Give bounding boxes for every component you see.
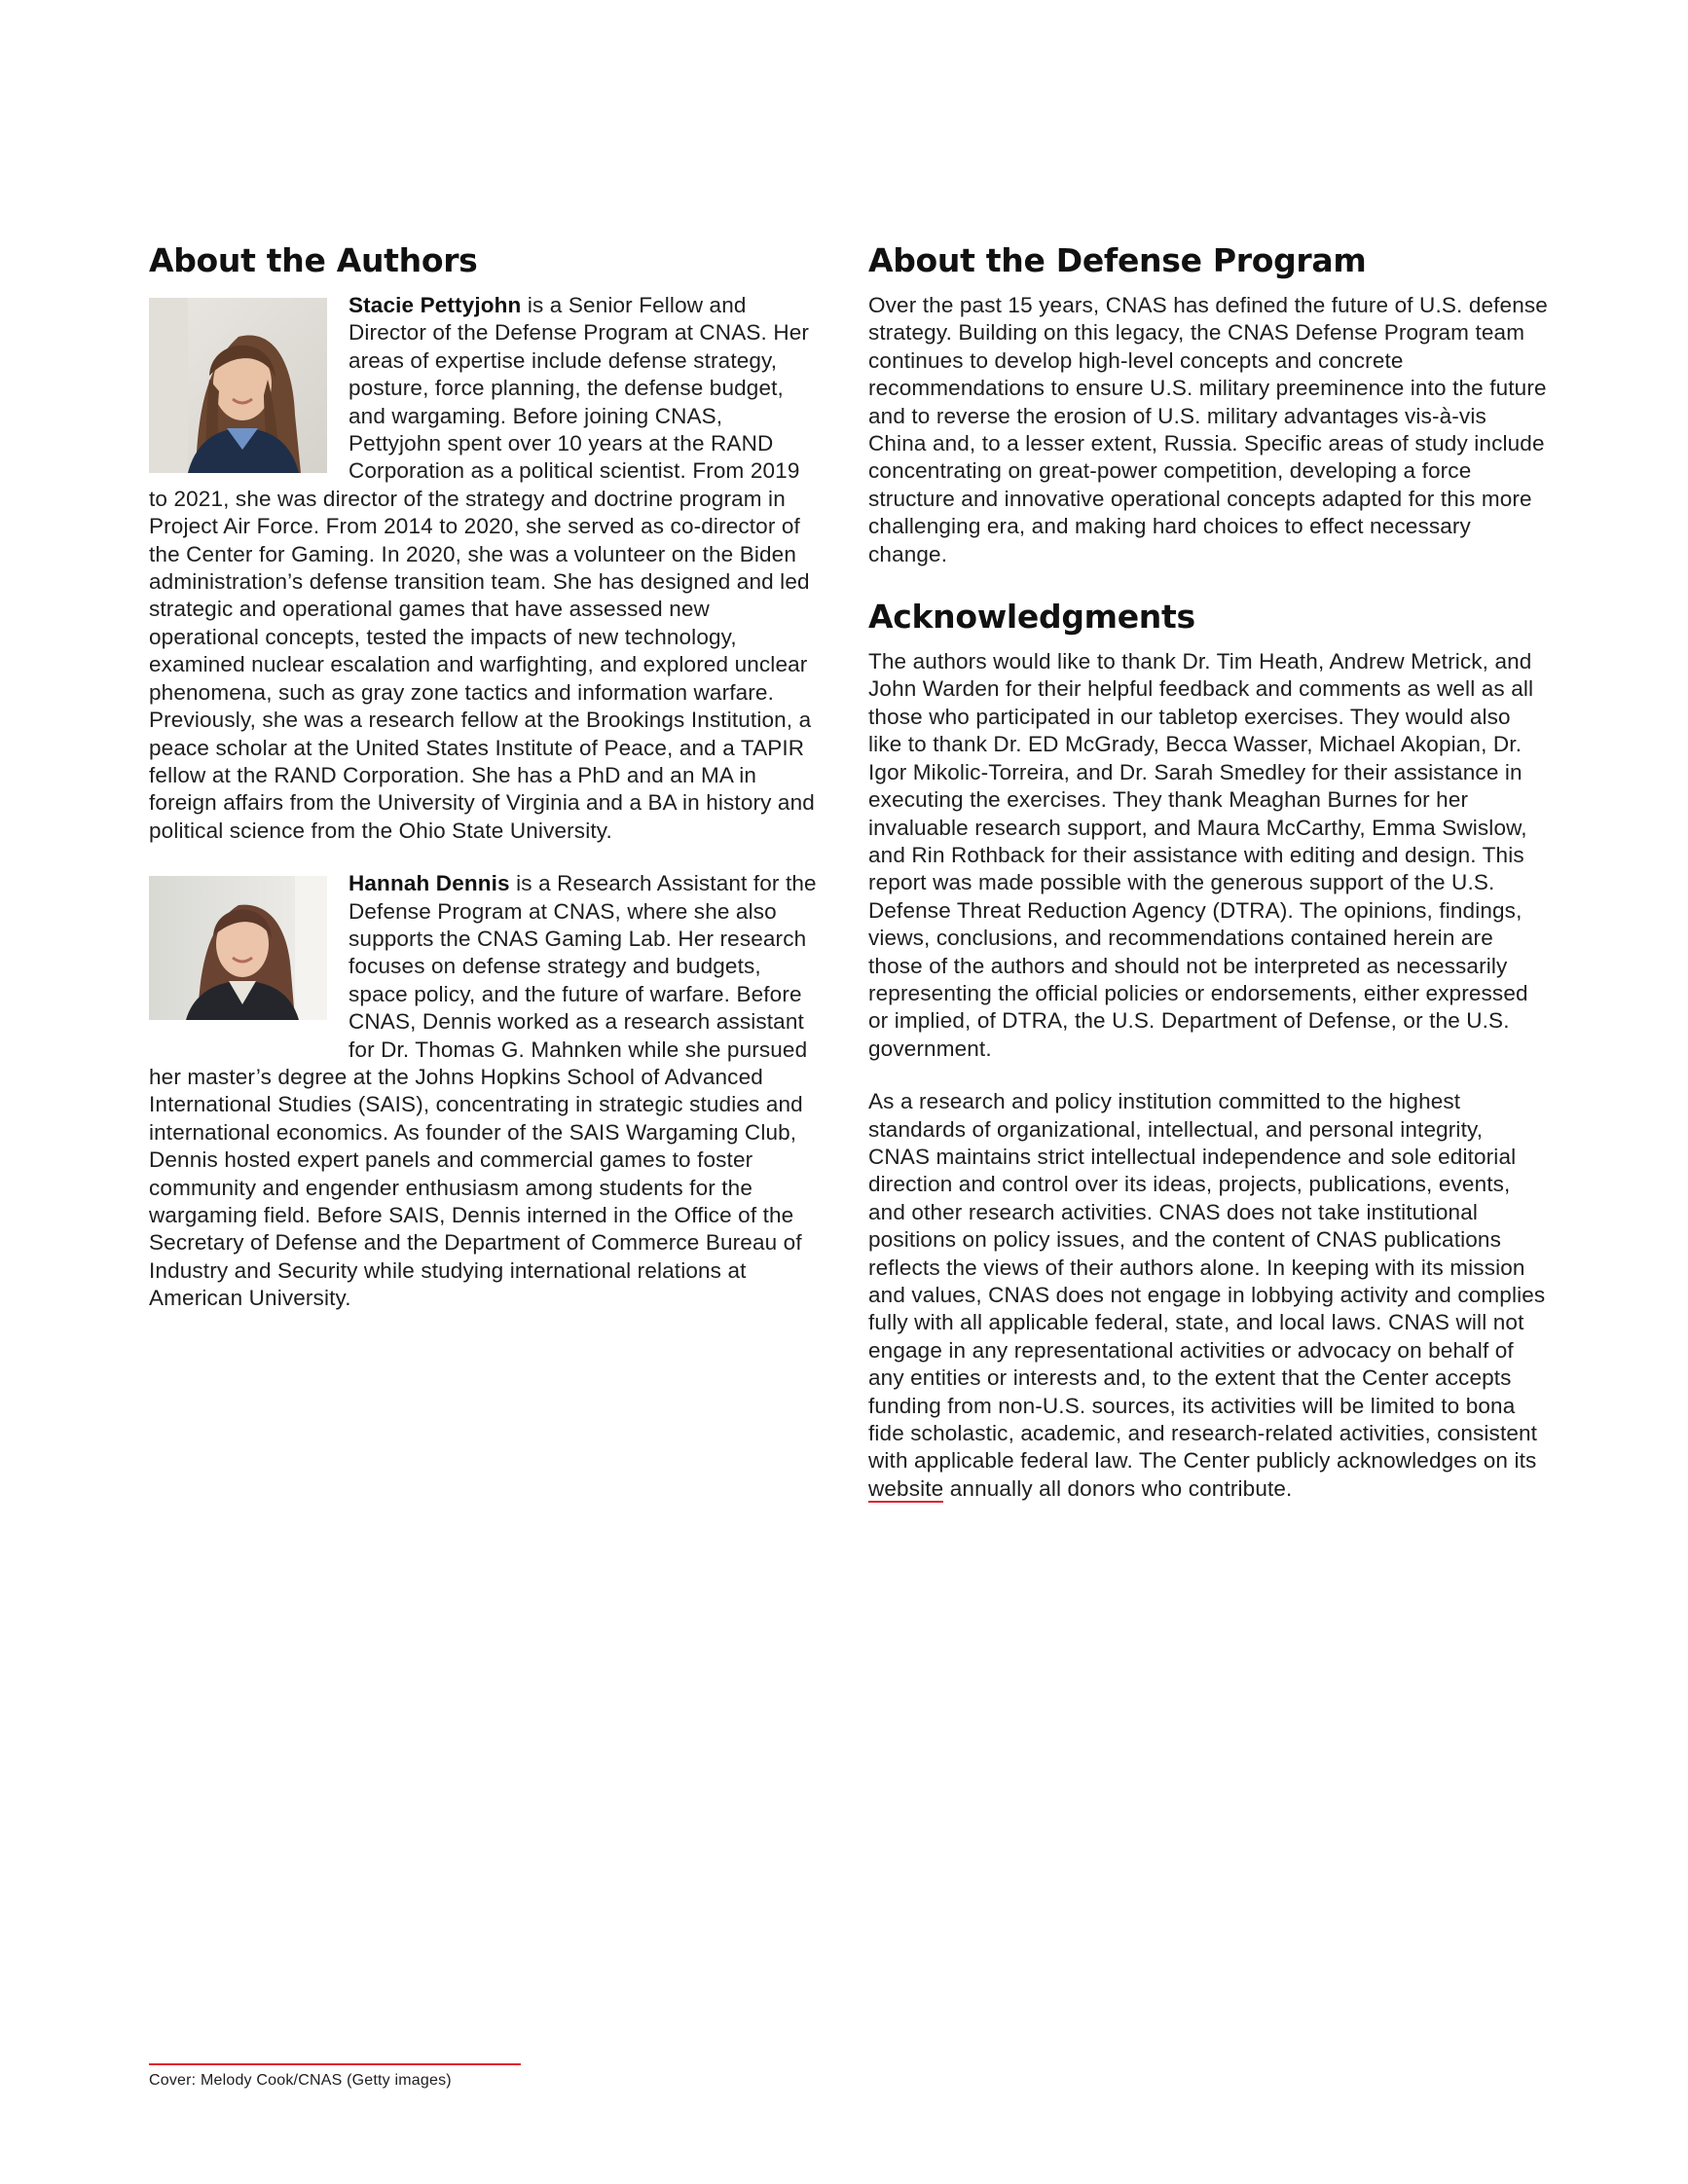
author-bio-text: Hannah Dennis is a Research Assistant for the Defense Program at CNAS, where she also supports the CNAS Gaming Lab. Her research focuses on defense strategy and budgets, space policy, and the future of warfare. Before CNAS, Dennis worked as a research assistant for Dr. Thomas G. Mahnken while she pursued her master’s degree at the Johns Hopkins School of Advanced International Studies (SAIS), concentrating in strategic studies and international economics. As founder of the SAIS Wargaming Club, Dennis hosted expert panels and commercial games to foster community and engender enthusiasm among students for the wargaming field. Before SAIS, Dennis interned in the Office of the Secretary of Defense and the Department of Commerce Bureau of Industry and Security while studying international relations at American University. — [149, 871, 817, 1311]
right-column — [868, 239, 1550, 1503]
author-name: Hannah Dennis — [349, 871, 510, 896]
acknowledgments-heading: Acknowledgments — [868, 598, 1195, 637]
author-bio-dennis — [149, 870, 819, 1313]
author-photo-pettyjohn — [149, 298, 327, 473]
author-photo-dennis — [149, 876, 327, 1051]
independence-statement: As a research and policy institution committed to the highest standards of organizational, intellectual, and personal integrity, CNAS maintains strict intellectual independence and sole editorial direction and control over its ideas, projects, publications, events, and other research activities. CNAS does not take institutional positions on policy issues, and the content of CNAS publications reflects the views of their authors alone. In keeping with its mission and values, CNAS does not engage in lobbying activity and complies fully with all applicable federal, state, and local laws. CNAS will not engage in any representational activities or advocacy on behalf of any entities or interests and, to the extent that the Center accepts funding from non-U.S. sources, its activities will be limited to bona fide scholastic, academic, and research-related activities, consistent with applicable federal law. The Center publicly acknowledges on its website annually all donors who contribute. — [868, 1089, 1546, 1501]
website-link[interactable]: website — [868, 1475, 944, 1501]
footer-divider — [149, 2063, 521, 2065]
defense-program-text: Over the past 15 years, CNAS has defined the future of U.S. defense strategy. Building on this legacy, the CNAS Defense Program team continues to develop high-level concepts and concrete recommendations to ensure U.S. military preeminence into the future and to reverse the erosion of U.S. military advantages vis-à-vis China and, to a lesser extent, Russia. Specific areas of study include concentrating on great-power competition, developing a force structure and innovative operational concepts adapted for this more challenging era, and making hard choices to effect necessary change. — [868, 293, 1548, 566]
about-authors-column — [149, 239, 819, 1313]
author-bio-pettyjohn — [149, 292, 819, 845]
about-authors-heading: About the Authors — [149, 241, 478, 279]
acknowledgments-text: The authors would like to thank Dr. Tim Heath, Andrew Metrick, and John Warden for their helpful feedback and comments as well as all those who participated in our tabletop exercises. They would also like to thank Dr. ED McGrady, Becca Wasser, Michael Akopian, Dr. Igor Mikolic-Torreira, and Dr. Sarah Smedley for their assistance in executing the exercises. They thank Meaghan Burnes for her invaluable research support, and Maura McCarthy, Emma Swislow, and Rin Rothback for their assistance with editing and design. This report was made possible with the generous support of the U.S. Defense Threat Reduction Agency (DTRA). The opinions, findings, views, conclusions, and recommendations contained herein are those of the authors and should not be interpreted as necessarily representing the official policies or endorsements, either expressed or implied, of DTRA, the U.S. Department of Defense, or the U.S. government. — [868, 649, 1534, 1061]
author-name: Stacie Pettyjohn — [349, 293, 522, 317]
defense-program-heading: About the Defense Program — [868, 241, 1367, 279]
cover-credit: Cover: Melody Cook/CNAS (Getty images) — [149, 2072, 452, 2089]
author-bio-text: Stacie Pettyjohn is a Senior Fellow and Director of the Defense Program at CNAS. Her areas of expertise include defense strategy, posture, force planning, the defense budget, and wargaming. Before joining CNAS, Pettyjohn spent over 10 years at the RAND Corporation as a political scientist. From 2019 to 2021, she was director of the strategy and doctrine program in Project Air Force. From 2014 to 2020, she served as co-director of the Center for Gaming. In 2020, she was a volunteer on the Biden administration’s defense transition team. She has designed and led strategic and operational games that have assessed new operational concepts, tested the impacts of new technology, examined nuclear escalation and warfighting, and explored unclear phenomena, such as gray zone tactics and information warfare. Previously, she was a research fellow at the Brookings Institution, a peace scholar at the United States Institute of Peace, and a TAPIR fellow at the RAND Corporation. She has a PhD and an MA in foreign affairs from the University of Virginia and a BA in history and political science from the Ohio State University. — [149, 293, 815, 843]
